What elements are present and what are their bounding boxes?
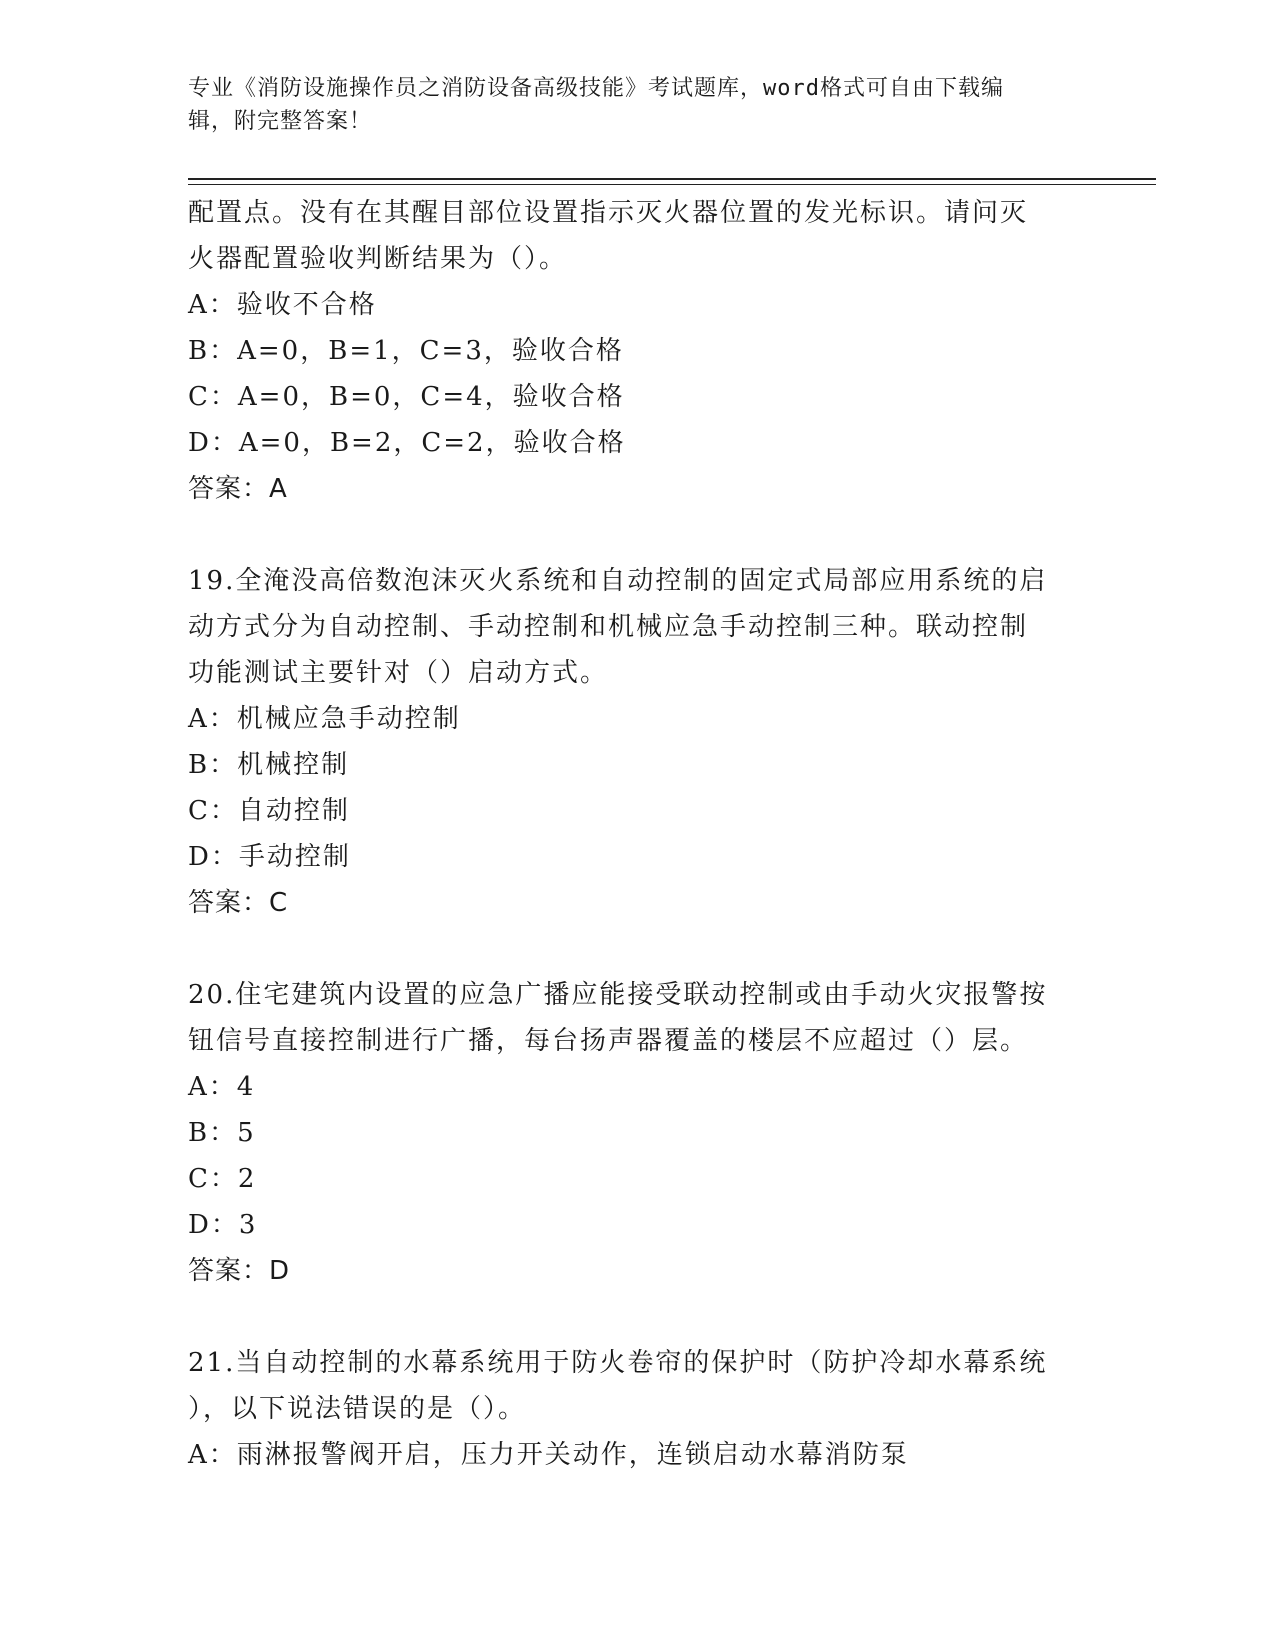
question-stem-line: ），以下说法错误的是（）。: [188, 1394, 527, 1424]
spacer: [188, 926, 1088, 972]
option-d: D：手动控制: [188, 842, 351, 872]
option-c: C：自动控制: [188, 796, 350, 826]
document-header: [188, 72, 1068, 138]
answer-line: 答案：A: [188, 474, 288, 504]
option-b: B：A=0，B=1，C=3，验收合格: [188, 336, 624, 366]
option-d: D：A=0，B=2，C=2，验收合格: [188, 428, 626, 458]
spacer: [188, 1294, 1088, 1340]
option-a: A：验收不合格: [188, 290, 377, 320]
header-divider-thin: [188, 184, 1156, 185]
question-list: [188, 190, 1088, 1478]
answer-line: 答案：C: [188, 888, 289, 918]
question-stem-line: 配置点。没有在其醒目部位设置指示灭火器位置的发光标识。请问灭: [188, 198, 1029, 228]
question-stem-line: 20.住宅建筑内设置的应急广播应能接受联动控制或由手动火灾报警按: [188, 980, 1048, 1010]
option-a: A：机械应急手动控制: [188, 704, 461, 734]
option-c: C：A=0，B=0，C=4，验收合格: [188, 382, 625, 412]
question-stem-line: 动方式分为自动控制、手动控制和机械应急手动控制三种。联动控制: [188, 612, 1029, 642]
option-a: A：4: [188, 1072, 256, 1102]
option-b: B：机械控制: [188, 750, 350, 780]
option-b: B：5: [188, 1118, 256, 1148]
question-20: [188, 972, 1088, 1294]
question-18: [188, 190, 1088, 512]
option-d: D：3: [188, 1210, 258, 1240]
option-c: C：2: [188, 1164, 257, 1194]
spacer: [188, 512, 1088, 558]
header-line-1: 专业《消防设施操作员之消防设备高级技能》考试题库，word格式可自由下载编: [188, 76, 1004, 101]
question-stem-line: 功能测试主要针对（）启动方式。: [188, 658, 609, 688]
question-stem-line: 钮信号直接控制进行广播，每台扬声器覆盖的楼层不应超过（）层。: [188, 1026, 1029, 1056]
question-19: [188, 558, 1088, 926]
question-stem-line: 19.全淹没高倍数泡沫灭火系统和自动控制的固定式局部应用系统的启: [188, 566, 1048, 596]
question-stem-line: 火器配置验收判断结果为（）。: [188, 244, 568, 274]
header-line-2: 辑，附完整答案！: [188, 109, 373, 134]
answer-line: 答案：D: [188, 1256, 291, 1286]
question-stem-line: 21.当自动控制的水幕系统用于防火卷帘的保护时（防护冷却水幕系统: [188, 1348, 1048, 1378]
question-21: [188, 1340, 1088, 1478]
option-a: A：雨淋报警阀开启，压力开关动作，连锁启动水幕消防泵: [188, 1440, 909, 1470]
header-divider-thick: [188, 178, 1156, 180]
